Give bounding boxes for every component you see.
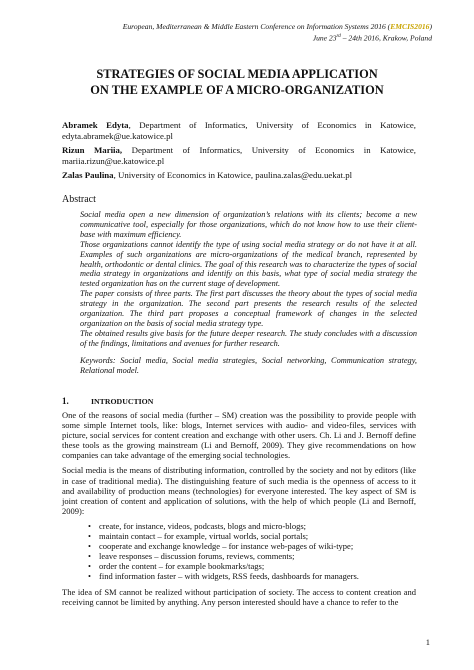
conference-name: European, Mediterranean & Middle Eastern Conference on Information Systems 2016 ( [122,22,391,31]
body-paragraph-1: One of the reasons of social media (further – SM) creation was the possibility to provide people with some simple Internet tools, like: blogs, Internet services with audio- and video-files, services with picture, social services for content creation and exchange with other users. Ch. Li and J. Bernoff define these tools as the growing mainstream (Li and Bernoff, 2009). They give recommendations on how companies can take advantage of the emerging social technologies. [62,410,416,461]
author-2-name: Rizun Mariia, [62,145,123,155]
list-item [88,551,416,562]
author-3-details: , University of Economics in Katowice, paulina.zalas@edu.uekat.pl [113,170,353,180]
paper-title [60,66,414,98]
list-item [88,520,416,531]
author-1-details: , Department of Informatics, University of Economics in Katowice, edyta.abramek@ue.katowice.pl [62,120,416,141]
list-item-text: leave responses – discussion forums, reviews, comments; [99,551,295,562]
body-text [62,410,416,612]
list-item-text: maintain contact – for example, virtual worlds, social portals; [99,531,309,542]
conference-paren: ) [429,22,432,31]
abstract-paragraph: Those organizations cannot identify the type of using social media strategy or do not have it at all. Examples of such organizations are micro-organizations of the medical branch, represented by health, orthodontic or dental clinics. The goal of this research was to characterize the types of social media strategy in organizations and identify on this basis, what type of social media strategy the tested organization has on the current stage of development. [80,239,417,289]
abstract-paragraph: The paper consists of three parts. The first part discusses the theory about the types of social media strategy in the organization. The second part presents the research results of the selected organization. The third part proposes a conceptual framework of changes in the selected organization on the basis of social media strategy type. [80,289,417,328]
section-number: 1. [62,396,69,406]
author-1 [62,120,416,142]
keywords: Keywords: Social media, Social media strategies, Social networking, Communication strategy, Relational model. [80,355,417,375]
conference-line [92,22,432,32]
abstract-heading: Abstract [62,194,96,205]
list-item-text: create, for instance, videos, podcasts, blogs and micro-blogs; [99,520,307,531]
list-item-text: order the content – for example bookmarks/tags; [99,561,265,572]
title-line-1: STRATEGIES OF SOCIAL MEDIA APPLICATION [96,67,378,81]
abstract-paragraph: Social media open a new dimension of organization’s relations with its clients; become a new communicative tool, especially for those organizations, which do not know how to use their client-base with maximum efficiency. [80,210,417,239]
author-2 [62,145,416,167]
author-3-name: Zalas Paulina [62,170,114,180]
list-item [88,571,416,582]
list-item-text: cooperate and exchange knowledge – for instance web-pages of wiki-type; [99,541,354,552]
page-number: 1 [425,637,430,647]
body-paragraph-2: Social media is the means of distributing information, controlled by the society and not by editors (like in case of traditional media). The distinguishing feature of such media is the openness of access to it and availability of production means (technologies) for everyone interested. The key aspect of SM is joint creation of content and application of solutions, with the help of which people (Li and Bernoff, 2009): [62,465,416,516]
list-item-text: find information faster – with widgets, RSS feeds, dashboards for managers. [99,571,359,582]
author-3 [62,170,416,181]
section-heading [62,396,153,406]
abstract-body [80,210,417,376]
bullet-list [62,521,416,582]
date-superscript: rd [336,34,341,39]
list-item [88,561,416,572]
bullet-icon: • [88,541,91,552]
body-paragraph-3: The idea of SM cannot be realized without participation of society. The access to content creation and receiving cannot be limited by anything. Any person interested should have a chance to refer to the [62,586,416,607]
abstract-paragraph: The obtained results give basis for the future deeper research. The study concludes with a discussion of the findings, limitations and avenues for further research. [80,328,417,348]
date-rest: – 24th 2016, Krakow, Poland [340,33,432,43]
author-2-details: Department of Informatics, University of Economics in Katowice, mariia.rizun@ue.katowice.pl [62,145,417,166]
title-line-2: ON THE EXAMPLE OF A MICRO-ORGANIZATION [90,83,384,97]
section-title: INTRODUCTION [91,397,154,406]
list-item [88,531,416,542]
conference-acronym: EMCIS2016 [390,22,430,31]
author-1-name: Abramek Edyta [62,120,129,130]
bullet-icon: • [88,520,91,531]
list-item [88,541,416,552]
bullet-icon: • [88,571,91,582]
bullet-icon: • [88,561,91,572]
running-header [92,22,432,44]
date-prefix: June 23 [312,33,337,43]
bullet-icon: • [88,551,91,562]
date-line [92,32,432,44]
bullet-icon: • [88,531,91,542]
